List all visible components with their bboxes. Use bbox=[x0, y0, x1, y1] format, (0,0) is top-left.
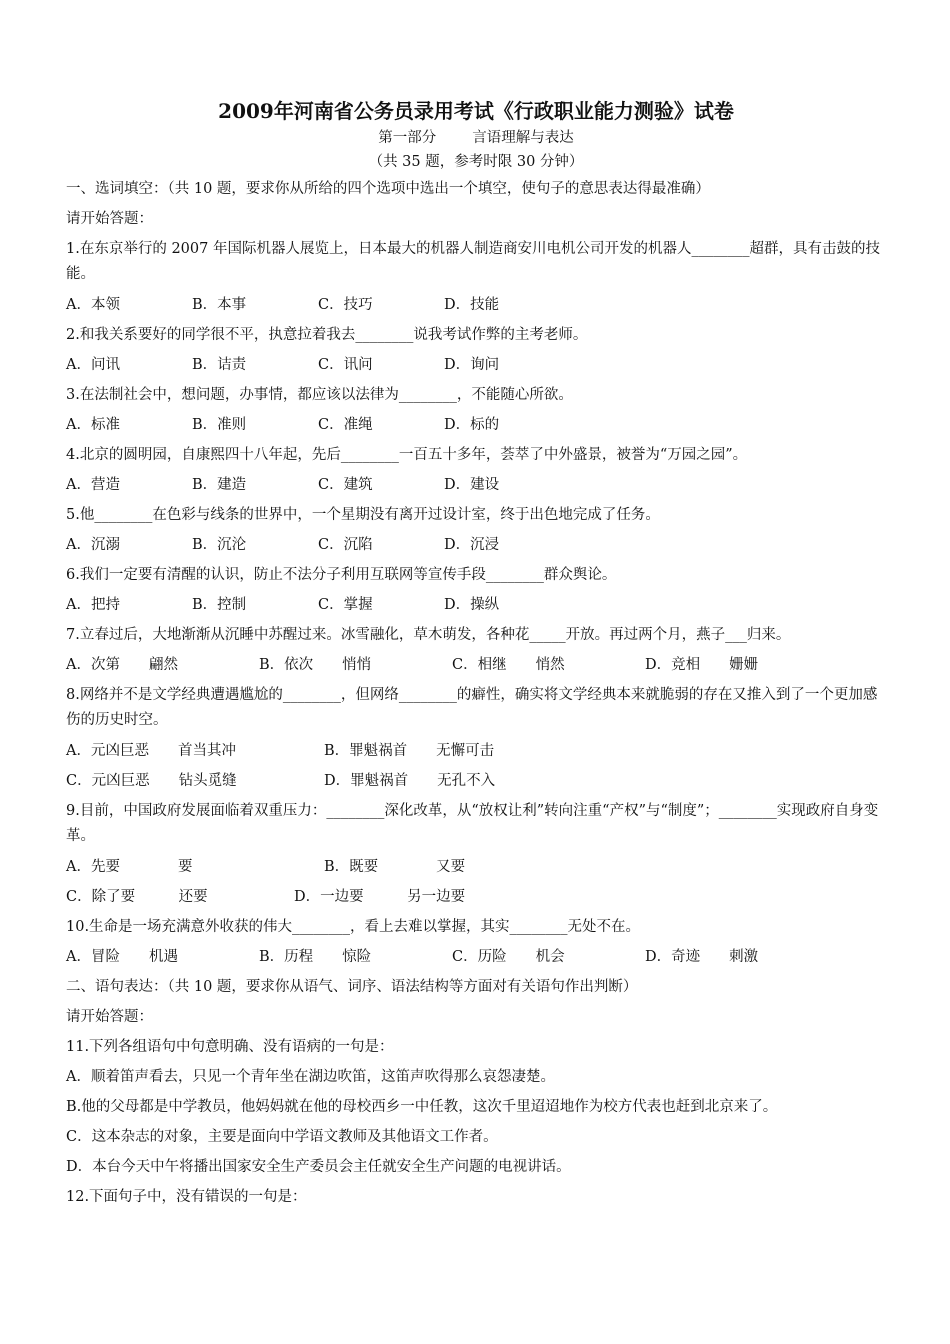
option-b[interactable]: B．历程 惊险 bbox=[259, 949, 372, 965]
option-a[interactable]: A．营造 bbox=[66, 477, 120, 493]
option-c[interactable]: C．技巧 bbox=[318, 297, 373, 313]
part-label: 第一部分 bbox=[378, 130, 437, 146]
question-5-options bbox=[66, 530, 886, 560]
exam-page bbox=[66, 96, 886, 1212]
question-9-options-cd bbox=[66, 882, 886, 912]
section2-start: 请开始答题： bbox=[66, 1009, 153, 1025]
question-8-options-ab bbox=[66, 736, 886, 766]
option-a[interactable]: A．问讯 bbox=[66, 357, 120, 373]
exam-title: 2009年河南省公务员录用考试《行政职业能力测验》试卷 bbox=[218, 99, 734, 123]
question-11-option-b[interactable]: B.他的父母都是中学教员，他妈妈就在他的母校西乡一中任教，这次千里迢迢地作为校方代表也赶到北京来了。 bbox=[66, 1099, 778, 1115]
question-8-options-cd bbox=[66, 766, 886, 796]
option-d[interactable]: D．技能 bbox=[444, 297, 500, 313]
option-d[interactable]: D．操纵 bbox=[444, 597, 500, 613]
option-b[interactable]: B．罪魁祸首 无懈可击 bbox=[324, 743, 495, 759]
option-a[interactable]: A．本领 bbox=[66, 297, 120, 313]
question-3-options bbox=[66, 410, 886, 440]
question-11-option-a[interactable]: A．顺着笛声看去，只见一个青年坐在湖边吹笛，这笛声吹得那么哀怨凄楚。 bbox=[66, 1069, 555, 1085]
option-b[interactable]: B．沉沦 bbox=[192, 537, 247, 553]
option-b[interactable]: B．依次 悄悄 bbox=[259, 657, 372, 673]
section1-heading: 一、选词填空：（共 10 题，要求你从所给的四个选项中选出一个填空，使句子的意思表达得最准确） bbox=[66, 181, 710, 197]
option-b[interactable]: B．诘责 bbox=[192, 357, 247, 373]
question-11-option-c[interactable]: C．这本杂志的对象，主要是面向中学语文教师及其他语文工作者。 bbox=[66, 1129, 498, 1145]
option-d[interactable]: D．一边要 另一边要 bbox=[294, 889, 466, 905]
question-3-stem: 3.在法制社会中，想问题，办事情，都应该以法律为________，不能随心所欲。 bbox=[66, 387, 573, 403]
question-10-stem: 10.生命是一场充满意外收获的伟大________，看上去难以掌握，其实________无处不在。 bbox=[66, 919, 641, 935]
question-5-stem: 5.他________在色彩与线条的世界中，一个星期没有离开过设计室，终于出色地完成了任务。 bbox=[66, 507, 660, 523]
question-11-stem: 11.下列各组语句中句意明确、没有语病的一句是： bbox=[66, 1039, 394, 1055]
question-1-stem: 1.在东京举行的 2007 年国际机器人展览上，日本最大的机器人制造商安川电机公司开发的机器人________超群，具有击鼓的技能。 bbox=[66, 241, 880, 282]
question-6-options bbox=[66, 590, 886, 620]
question-2-options bbox=[66, 350, 886, 380]
question-11-option-d[interactable]: D．本台今天中午将播出国家安全生产委员会主任就安全生产问题的电视讲话。 bbox=[66, 1159, 571, 1175]
question-4-stem: 4.北京的圆明园，自康熙四十八年起，先后________一百五十多年，荟萃了中外盛景，被誉为“万园之园”。 bbox=[66, 447, 748, 463]
option-c[interactable]: C．准绳 bbox=[318, 417, 373, 433]
option-c[interactable]: C．掌握 bbox=[318, 597, 373, 613]
option-d[interactable]: D．奇迹 刺激 bbox=[645, 949, 759, 965]
option-b[interactable]: B．控制 bbox=[192, 597, 247, 613]
option-c[interactable]: C．除了要 还要 bbox=[66, 889, 208, 905]
time-limit: （共 35 题，参考时限 30 分钟） bbox=[368, 154, 584, 170]
option-c[interactable]: C．元凶巨恶 钻头觅缝 bbox=[66, 773, 237, 789]
option-c[interactable]: C．相继 悄然 bbox=[452, 657, 565, 673]
section1-start: 请开始答题： bbox=[66, 211, 153, 227]
question-1-options bbox=[66, 290, 886, 320]
question-4-options bbox=[66, 470, 886, 500]
option-c[interactable]: C．建筑 bbox=[318, 477, 373, 493]
question-7-options bbox=[66, 650, 886, 680]
option-d[interactable]: D．沉浸 bbox=[444, 537, 500, 553]
question-6-stem: 6.我们一定要有清醒的认识，防止不法分子利用互联网等宣传手段________群众舆论。 bbox=[66, 567, 617, 583]
option-a[interactable]: A．次第 翩然 bbox=[66, 657, 178, 673]
option-d[interactable]: D．建设 bbox=[444, 477, 500, 493]
option-d[interactable]: D．询问 bbox=[444, 357, 500, 373]
option-a[interactable]: A．标准 bbox=[66, 417, 120, 433]
option-a[interactable]: A．元凶巨恶 首当其冲 bbox=[66, 743, 236, 759]
option-a[interactable]: A．先要 要 bbox=[66, 859, 193, 875]
question-8-stem: 8.网络并不是文学经典遭遇尴尬的________，但网络________的癖性，确实将文学经典本来就脆弱的存在又推入到了一个更加感伤的历史时空。 bbox=[66, 687, 878, 728]
question-12-stem: 12.下面句子中，没有错误的一句是： bbox=[66, 1189, 307, 1205]
question-7-stem: 7.立春过后，大地渐渐从沉睡中苏醒过来。冰雪融化，草木萌发，各种花_____开放。再过两个月，燕子___归来。 bbox=[66, 627, 791, 643]
option-d[interactable]: D．标的 bbox=[444, 417, 500, 433]
option-c[interactable]: C．讯问 bbox=[318, 357, 373, 373]
option-b[interactable]: B．既要 又要 bbox=[324, 859, 466, 875]
option-c[interactable]: C．历险 机会 bbox=[452, 949, 565, 965]
part-heading bbox=[66, 126, 886, 150]
option-d[interactable]: D．竞相 姗姗 bbox=[645, 657, 759, 673]
option-c[interactable]: C．沉陷 bbox=[318, 537, 373, 553]
option-b[interactable]: B．建造 bbox=[192, 477, 247, 493]
option-d[interactable]: D．罪魁祸首 无孔不入 bbox=[324, 773, 496, 789]
option-b[interactable]: B．本事 bbox=[192, 297, 247, 313]
part-name: 言语理解与表达 bbox=[472, 130, 574, 146]
option-a[interactable]: A．冒险 机遇 bbox=[66, 949, 178, 965]
option-b[interactable]: B．准则 bbox=[192, 417, 247, 433]
question-10-options bbox=[66, 942, 886, 972]
section2-heading: 二、语句表达：（共 10 题，要求你从语气、词序、语法结构等方面对有关语句作出判断） bbox=[66, 979, 638, 995]
question-9-stem: 9.目前，中国政府发展面临着双重压力：________深化改革，从“放权让利”转向注重“产权”与“制度”；________实现政府自身变革。 bbox=[66, 803, 879, 844]
option-a[interactable]: A．沉溺 bbox=[66, 537, 120, 553]
option-a[interactable]: A．把持 bbox=[66, 597, 120, 613]
question-9-options-ab bbox=[66, 852, 886, 882]
question-2-stem: 2.和我关系要好的同学很不平，执意拉着我去________说我考试作弊的主考老师。 bbox=[66, 327, 588, 343]
